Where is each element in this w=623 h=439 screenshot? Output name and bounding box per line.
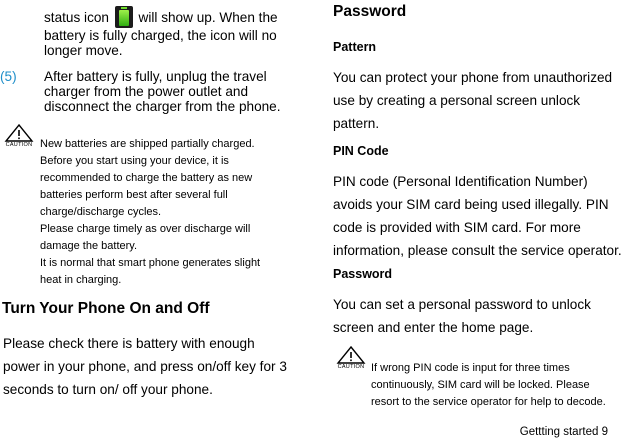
footer-section-title: Gettting started [519,426,599,438]
caution-icon-label: CAUTION [5,142,33,148]
caution-line: heat in charging. [40,274,122,286]
caution-line: Before you start using your device, it is [40,155,229,167]
caution-line: Please charge timely as over discharge will [40,223,251,235]
battery-charging-icon [115,6,133,28]
caution-line: New batteries are shipped partially charged. [40,138,255,150]
password-paragraph: You can set a personal password to unlock screen and enter the home page. [333,297,591,335]
caution-icon-label: CAUTION [337,364,365,370]
subheading-pin-code: PIN Code [333,144,389,158]
subheading-password: Password [333,267,393,281]
caution-line: damage the battery. [40,240,138,252]
caution-note-left [40,136,295,289]
pattern-paragraph: You can protect your phone from unauthorized use by creating a personal screen unlock pattern. [333,70,613,131]
step-5-number: (5) [0,69,17,84]
caution-line: It is normal that smart phone generates slight [40,257,261,269]
caution-icon [335,346,367,372]
page-footer [520,425,608,439]
power-paragraph: Please check there is battery with enough power in your phone, and press on/off key for 3 seconds to turn on/ off your phone. [3,336,287,397]
caution-line: If wrong PIN code is input for three times [371,362,570,374]
caution-line: charge/discharge cycles. [40,206,162,218]
page-number: 9 [601,426,608,438]
right-column [333,0,623,439]
subheading-pattern: Pattern [333,40,377,54]
section-heading-power: Turn Your Phone On and Off [2,300,210,317]
charging-text-after: will show up. When the battery is fully charged, the icon will no longer move. [44,10,278,58]
pin-paragraph: PIN code (Personal Identification Number) avoids your SIM card being used illegally. PIN code is provided with SIM card. For more information, please consult the service operator. [333,174,622,258]
caution-line: batteries perform best after several full [40,189,228,201]
step-5-text: After battery is fully, unplug the travel charger from the power outlet and disconnect the charger from the phone. [44,69,281,114]
caution-icon [3,124,35,150]
caution-note-right [371,360,623,411]
caution-line: continuously, SIM card will be locked. Please [371,379,590,391]
left-column [0,0,300,439]
caution-line: recommended to charge the battery as new [40,172,253,184]
caution-line: resort to the service operator for help to decode. [371,396,606,408]
charging-text-before: status icon [44,10,109,25]
charging-paragraph [44,6,294,58]
section-heading-password: Password [333,3,407,20]
